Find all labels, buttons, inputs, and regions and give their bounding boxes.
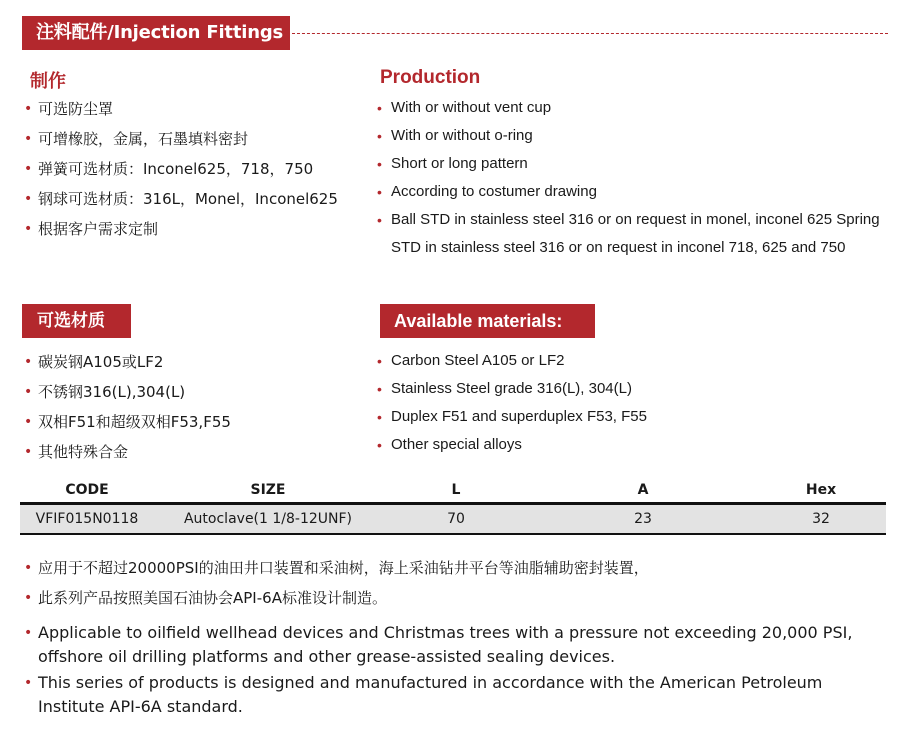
production-list-cn xyxy=(24,94,338,244)
section-header xyxy=(22,16,290,50)
list-item: • 可选防尘罩 xyxy=(24,94,338,124)
production-title-cn: 制作 xyxy=(30,71,66,92)
header-divider xyxy=(292,33,888,34)
list-item: • According to costumer drawing xyxy=(377,178,902,206)
materials-list-cn xyxy=(24,347,231,467)
notes-list-en xyxy=(24,621,890,721)
list-item: • This series of products is designed and manufactured in accordance with the American Petroleum Institute API-6A standard. xyxy=(24,671,890,719)
materials-title-cn-text: 可选材质 xyxy=(37,311,105,331)
materials-title-en xyxy=(380,304,595,338)
cell-code: VFIF015N0118 xyxy=(35,511,139,527)
list-item: • Carbon Steel A105 or LF2 xyxy=(377,347,647,375)
materials-list-en xyxy=(377,347,647,459)
materials-title-cn xyxy=(22,304,131,338)
spec-table xyxy=(20,478,886,535)
list-item: • Duplex F51 and superduplex F53, F55 xyxy=(377,403,647,431)
cell-size: Autoclave(1 1/8-12UNF) xyxy=(183,511,353,527)
materials-title-en-text: Available materials: xyxy=(394,311,563,331)
table-header-row xyxy=(20,478,886,502)
production-title-en: Production xyxy=(380,67,481,88)
list-item: • 此系列产品按照美国石油协会API-6A标准设计制造。 xyxy=(24,583,649,613)
list-item: • 可增橡胶，金属，石墨填料密封 xyxy=(24,124,338,154)
list-item: • Stainless Steel grade 316(L), 304(L) xyxy=(377,375,647,403)
list-item: • 弹簧可选材质：Inconel625，718，750 xyxy=(24,154,338,184)
notes-list-cn xyxy=(24,553,649,613)
list-item: • Other special alloys xyxy=(377,431,647,459)
list-item: • With or without vent cup xyxy=(377,94,902,122)
list-item: • 碳炭钢A105或LF2 xyxy=(24,347,231,377)
table-row xyxy=(20,505,886,533)
cell-a: 23 xyxy=(634,511,652,527)
list-item: • 根据客户需求定制 xyxy=(24,214,338,244)
header-l: L xyxy=(451,482,461,498)
list-item: • 双相F51和超级双相F53,F55 xyxy=(24,407,231,437)
header-code: CODE xyxy=(65,482,109,498)
list-item: • 其他特殊合金 xyxy=(24,437,231,467)
list-item: • Ball STD in stainless steel 316 or on request in monel, inconel 625 Spring STD in stainless steel 316 or on request in inconel 718, 625 and 750 xyxy=(377,206,902,262)
list-item: • 不锈钢316(L),304(L) xyxy=(24,377,231,407)
production-list-en xyxy=(377,94,902,262)
list-item: • 应用于不超过20000PSI的油田井口装置和采油树，海上采油钻井平台等油脂辅助密封装置， xyxy=(24,553,649,583)
header-size: SIZE xyxy=(250,482,286,498)
cell-hex: 32 xyxy=(812,511,830,527)
header-a: A xyxy=(637,482,649,498)
list-item: • Short or long pattern xyxy=(377,150,902,178)
cell-l: 70 xyxy=(447,511,465,527)
header-hex: Hex xyxy=(805,482,837,498)
header-title: 注料配件/Injection Fittings xyxy=(36,22,284,43)
list-item: • 钢球可选材质：316L，Monel，Inconel625 xyxy=(24,184,338,214)
list-item: • With or without o-ring xyxy=(377,122,902,150)
table-rule-bottom xyxy=(20,533,886,535)
list-item: • Applicable to oilfield wellhead devices and Christmas trees with a pressure not exceeding 20,000 PSI, offshore oil drilling platforms and other grease-assisted sealing devices. xyxy=(24,621,890,669)
